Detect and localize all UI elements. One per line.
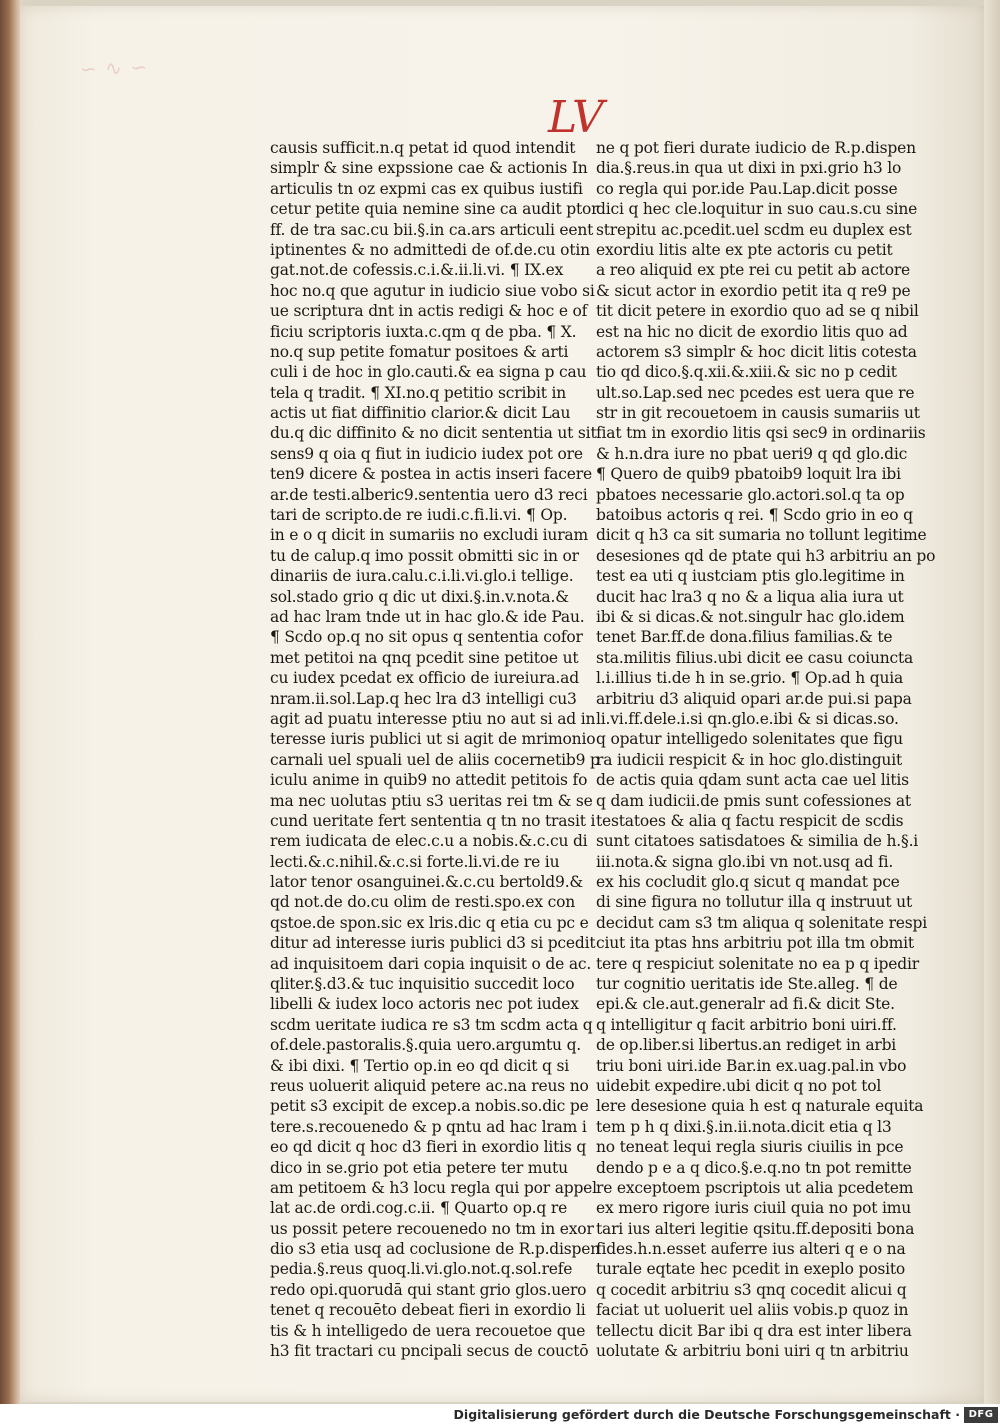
text-line: sunt citatoes satisdatoes & similia de h.§.i [596,832,919,851]
text-line: tari ius alteri legitie qsitu.ff.depositi bona [596,1219,915,1238]
text-line: q intelligitur q facit arbitrio boni uiri.ff. [596,1015,897,1034]
text-line: lat ac.de ordi.cog.c.ii. ¶ Quarto op.q re [270,1199,568,1218]
text-line: tit dicit petere in exordio quo ad se q nibil [596,302,919,321]
text-line: ad hac lram tnde ut in hac glo.& ide Pau. [270,607,585,626]
text-line: causis sufficit.n.q petat id quod intendit [270,139,576,157]
text-line: gat.not.de cofessis.c.i.&.ii.li.vi. ¶ IX.ex [270,261,564,280]
text-line: actorem s3 simplr & hoc dicit litis cotesta [596,342,917,361]
text-line: reus uoluerit aliquid petere ac.na reus no [270,1076,589,1095]
text-line: testatoes & alia q factu respicit de scdis [596,811,904,830]
text-line: dicit q h3 ca sit sumaria no tollunt legitime [596,526,927,545]
text-line: sol.stado grio q dic ut dixi.§.in.v.nota.& [270,587,569,606]
text-line: h3 fit tractari cu pncipali secus de couctō [270,1342,589,1361]
text-column-left [270,138,601,1361]
text-line: met petitoi na qnq pcedit sine petitoe ut [270,648,579,667]
text-line: articulis tn oz expmi cas ex quibus iustifi [270,179,583,198]
text-line: exordiu litis alte ex pte actoris cu petit [596,240,893,259]
text-line: redo opi.quorudā qui stant grio glos.uero [270,1280,587,1299]
text-line: cu iudex pcedat ex officio de iureiura.ad [270,669,579,688]
text-line: tu de calup.q imo possit obmitti sic in or [270,546,579,565]
text-line: ne q pot fieri durate iudicio de R.p.dispen [596,139,916,157]
text-line: dici q hec cle.loquitur in suo cau.s.cu sine [596,200,918,219]
text-line: desesiones qd de ptate qui h3 arbitriu an po [596,546,936,565]
text-line: & h.n.dra iure no pbat ueri9 q qd glo.dic [596,444,908,463]
text-line: ¶ Scdo op.q no sit opus q sententia cofor [270,628,583,647]
text-line: q cocedit arbitriu s3 qnq cocedit alicui q [596,1280,907,1299]
text-line: du.q dic diffinito & no dicit sententia ut sit [270,424,597,443]
text-line: & sicut actor in exordio petit ita q re9 pe [596,281,911,300]
text-line: uidebit expedire.ubi dicit q no pot tol [596,1076,882,1095]
funding-note: Digitalisierung gefördert durch die Deutsche Forschungsgemeinschaft · [453,1407,960,1422]
text-line: dia.§.reus.in qua ut dixi in pxi.grio h3 lo [596,159,902,178]
text-line: ex his cocludit glo.q sicut q mandat pce [596,873,900,892]
text-line: triu boni uiri.ide Bar.in ex.uag.pal.in vbo [596,1056,907,1075]
text-line: lere desesione quia h est q naturale equita [596,1097,924,1116]
text-line: dico in se.grio pot etia petere ter mutu [270,1158,568,1177]
text-line: ¶ Quero de quib9 pbatoib9 loquit lra ibi [596,465,901,484]
text-line: tenet q recouēto debeat fieri in exordio li [270,1301,586,1320]
text-line: nram.ii.sol.Lap.q hec lra d3 intelligi cu3 [270,689,577,708]
text-line: l.i.illius ti.de h in se.grio. ¶ Op.ad h quia [596,669,904,688]
text-line: uolutate & arbitriu boni uiri q tn arbitriu [596,1342,909,1361]
faded-ink-mark: ∽ ∿ ∽ [79,54,149,82]
text-line: tari de scripto.de re iudi.c.fi.li.vi. ¶ Op. [270,506,568,525]
text-line: co regla qui por.ide Pau.Lap.dicit posse [596,179,898,198]
text-line: str in git recouetoem in causis sumariis ut [596,404,920,423]
text-line: eo qd dicit q hoc d3 fieri in exordio litis q [270,1138,587,1157]
text-line: turale eqtate hec pcedit in exeplo posito [596,1260,906,1279]
text-line: strepitu ac.pcedit.uel scdm eu duplex est [596,220,912,239]
text-line: ma nec uolutas ptiu s3 ueritas rei tm & se [270,791,593,810]
text-line: ditur ad interesse iuris publici d3 si pcedit [270,934,596,953]
text-line: simplr & sine expssione cae & actionis In [270,159,588,178]
text-line: scdm ueritate iudica re s3 tm scdm acta q [270,1015,593,1034]
text-line: teresse iuris publici ut si agit de mrimonio [270,730,596,749]
text-line: iii.nota.& signa glo.ibi vn not.usq ad fi. [596,852,894,871]
text-line: ad inquisitoem dari copia inquisit o de ac. [270,954,592,973]
text-line: sta.militis filius.ubi dicit ee casu coiuncta [596,648,914,667]
text-line: ra iudicii respicit & in hoc glo.distinguit [596,750,903,769]
text-line: pbatoes necessarie glo.actori.sol.q ta op [596,485,905,504]
text-line: sens9 q oia q fiut in iudicio iudex pot ore [270,444,583,463]
text-line: qd not.de do.cu olim de resti.spo.ex con [270,893,576,912]
footer-bar [0,1404,1000,1426]
text-line: tenet Bar.ff.de dona.filius familias.& te [596,628,893,647]
text-line: est na hic no dicit de exordio litis quo ad [596,322,908,341]
text-line: tio qd dico.§.q.xii.&.xiii.& sic no p cedit [596,363,897,382]
text-line: ex mero rigore iuris ciuil quia no pot imu [596,1199,912,1218]
text-line: no teneat lequi regla siuris ciuilis in pce [596,1138,904,1157]
text-line: dio s3 etia usq ad coclusione de R.p.dispen [270,1240,601,1259]
text-line: tere q respiciut solenitate no ea p q ipedir [596,954,919,973]
text-line: batoibus actoris q rei. ¶ Scdo grio in eo q [596,506,913,525]
text-line: qstoe.de spon.sic ex lris.dic q etia cu pc e [270,913,589,932]
text-line: de actis quia qdam sunt acta cae uel litis [596,771,909,790]
text-line: ficiu scriptoris iuxta.c.qm q de pba. ¶ X. [270,322,577,341]
text-line: ten9 dicere & postea in actis inseri facere [270,465,592,484]
text-line: faciat ut uoluerit uel aliis vobis.p quoz in [596,1301,909,1320]
text-line: tem p h q dixi.§.in.ii.nota.dicit etia q l3 [596,1117,892,1136]
text-line: ult.so.Lap.sed nec pcedes est uera que re [596,383,915,402]
text-line: li.vi.ff.dele.i.si qn.glo.e.ibi & si dicas.so. [596,709,899,728]
folio-number: LV [548,92,604,143]
text-line: lecti.&.c.nihil.&.c.si forte.li.vi.de re iu [270,852,560,871]
text-line: petit s3 excipit de excep.a nobis.so.dic pe [270,1097,589,1116]
text-line: cund ueritate fert sententia q tn no trasit i [270,811,596,830]
text-line: dinariis de iura.calu.c.i.li.vi.glo.i tellige. [270,567,574,586]
text-line: di sine figura no tollutur illa q instruut ut [596,893,912,912]
text-line: epi.& cle.aut.generalr ad fi.& dicit Ste. [596,995,895,1014]
text-line: us possit petere recouenedo no tm in exor [270,1219,594,1238]
text-line: tela q tradit. ¶ XI.no.q petitio scribit in [270,383,567,402]
text-line: ciut ita ptas hns arbitriu pot illa tm obmit [596,934,914,953]
text-line: lator tenor osanguinei.&.c.cu bertold9.& [270,873,584,892]
text-line: tur cognitio ueritatis ide Ste.alleg. ¶ de [596,975,898,994]
text-line: q opatur intelligedo solenitates que figu [596,730,903,749]
text-line: pedia.§.reus quoq.li.vi.glo.not.q.sol.refe [270,1260,573,1279]
text-line: tellectu dicit Bar ibi q dra est inter libera [596,1321,912,1340]
text-line: dendo p e a q dico.§.e.q.no tn pot remitte [596,1158,912,1177]
text-line: qliter.§.d3.& tuc inquisitio succedit loco [270,975,575,994]
page-right-edge [984,0,1000,1404]
text-line: tis & h intelligedo de uera recouetoe que [270,1321,586,1340]
text-line: arbitriu d3 aliquid opari ar.de pui.si papa [596,689,912,708]
text-line: fides.h.n.esset auferre ius alteri q e o na [596,1240,906,1259]
text-line: test ea uti q iustciam ptis glo.legitime in [596,567,905,586]
text-line: ducit hac lra3 q no & a liqua alia iura ut [596,587,904,606]
text-line: re exceptoem pscriptois ut alia pcedetem [596,1178,914,1197]
text-line: iptinentes & no admittedi de of.de.cu otin [270,240,590,259]
text-line: in e o q dicit in sumariis no excludi iuram [270,526,588,545]
book-spine-edge [0,0,22,1404]
text-line: & ibi dixi. ¶ Tertio op.in eo qd dicit q si [270,1056,569,1075]
text-line: ff. de tra sac.cu bii.§.in ca.ars articuli eent [270,220,594,239]
text-line: cetur petite quia nemine sine ca audit ptor [270,200,599,219]
text-line: carnali uel spuali uel de aliis cocernetib9 p [270,750,600,769]
text-line: libelli & iudex loco actoris nec pot iudex [270,995,579,1014]
text-line: iculu anime in quib9 no attedit petitois fo [270,771,588,790]
text-column-right [596,138,936,1361]
text-line: no.q sup petite fomatur positoes & arti [270,342,569,361]
text-line: decidut cam s3 tm aliqua q solenitate respi [596,913,927,932]
text-line: de op.liber.si libertus.an rediget in arbi [596,1036,897,1055]
text-line: rem iudicata de elec.c.u a nobis.&.c.cu di [270,832,588,851]
text-line: q dam iudicii.de pmis sunt cofessiones at [596,791,911,810]
text-line: hoc no.q que agutur in iudicio siue vobo si [270,281,595,300]
text-line: am petitoem & h3 locu regla qui por appel [270,1178,597,1197]
text-line: ibi & si dicas.& not.singulr hac glo.idem [596,607,905,626]
text-line: actis ut fiat diffinitio clarior.& dicit Lau [270,404,571,423]
dfg-logo: DFG [964,1407,998,1423]
text-line: a reo aliquid ex pte rei cu petit ab actore [596,261,911,280]
text-line: ue scriptura dnt in actis redigi & hoc e of [270,302,588,321]
text-line: agit ad puatu interesse ptiu no aut si ad in [270,709,596,728]
parchment-page [20,6,985,1402]
text-line: ar.de testi.alberic9.sententia uero d3 reci [270,485,588,504]
text-line: tere.s.recouenedo & p qntu ad hac lram i [270,1117,587,1136]
text-line: culi i de hoc in glo.cauti.& ea signa p cau [270,363,587,382]
text-line: fiat tm in exordio litis qsi sec9 in ordinariis [596,424,926,443]
text-line: of.dele.pastoralis.§.quia uero.argumtu q. [270,1036,582,1055]
